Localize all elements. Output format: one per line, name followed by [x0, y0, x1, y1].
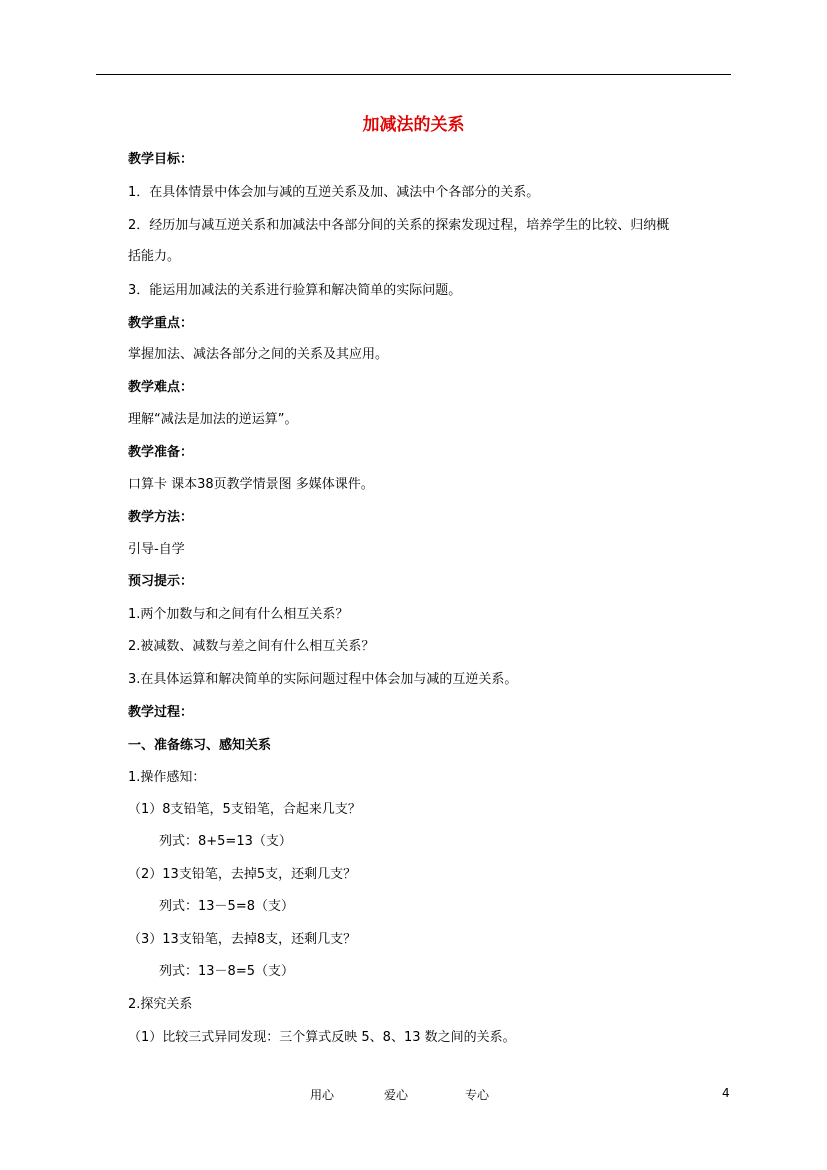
footer-word-2: 爱心	[384, 1088, 409, 1102]
difficulty-text: 理解“减法是加法的逆运算”。	[128, 412, 298, 427]
preparation-text: 口算卡 课本38页教学情景图 多媒体课件。	[128, 477, 374, 492]
heading-difficulty: 教学难点：	[128, 380, 194, 395]
preview-3: 3.在具体运算和解决简单的实际问题过程中体会加与减的互逆关系。	[128, 672, 518, 687]
objective-1: 1．在具体情景中体会加与减的互逆关系及加、减法中个各部分的关系。	[128, 185, 540, 200]
footer-word-1: 用心	[310, 1088, 335, 1102]
heading-objectives: 教学目标：	[128, 152, 194, 167]
section-1-heading: 一、准备练习、感知关系	[128, 738, 272, 753]
objective-2: 2．经历加与减互逆关系和加减法中各部分间的关系的探索发现过程，培养学生的比较、归纳概	[128, 218, 670, 233]
preview-1: 1.两个加数与和之间有什么相互关系？	[128, 607, 349, 622]
equation-2: 列式：13－5=8（支）	[159, 899, 294, 914]
equation-3: 列式：13－8=5（支）	[159, 964, 294, 979]
heading-method: 教学方法：	[128, 510, 194, 525]
problem-1: （1）8支铅笔，5支铅笔，合起来几支？	[128, 802, 361, 817]
heading-key-points: 教学重点：	[128, 316, 194, 331]
key-points-text: 掌握加法、减法各部分之间的关系及其应用。	[128, 347, 389, 362]
method-text: 引导-自学	[128, 542, 185, 557]
header-rule	[96, 74, 731, 75]
comparison-text: （1）比较三式异同发现：三个算式反映 5、8、13 数之间的关系。	[128, 1030, 516, 1045]
objective-3: 3．能运用加减法的关系进行验算和解决简单的实际问题。	[128, 283, 462, 298]
document-title: 加减法的关系	[362, 115, 465, 135]
heading-process: 教学过程：	[128, 705, 194, 720]
problem-3: （3）13支铅笔，去掉8支，还剩几支？	[128, 932, 357, 947]
page-number: 4	[722, 1086, 730, 1100]
equation-1: 列式：8+5=13（支）	[159, 834, 292, 849]
problem-2: （2）13支铅笔，去掉5支，还剩几支？	[128, 867, 357, 882]
footer-word-3: 专心	[465, 1088, 490, 1102]
heading-preview: 预习提示：	[128, 574, 194, 589]
heading-preparation: 教学准备：	[128, 445, 194, 460]
preview-2: 2.被减数、减数与差之间有什么相互关系？	[128, 639, 375, 654]
objective-2-cont: 括能力。	[128, 249, 181, 264]
step-2-heading: 2.探究关系	[128, 997, 193, 1012]
step-1-heading: 1.操作感知：	[128, 770, 206, 785]
